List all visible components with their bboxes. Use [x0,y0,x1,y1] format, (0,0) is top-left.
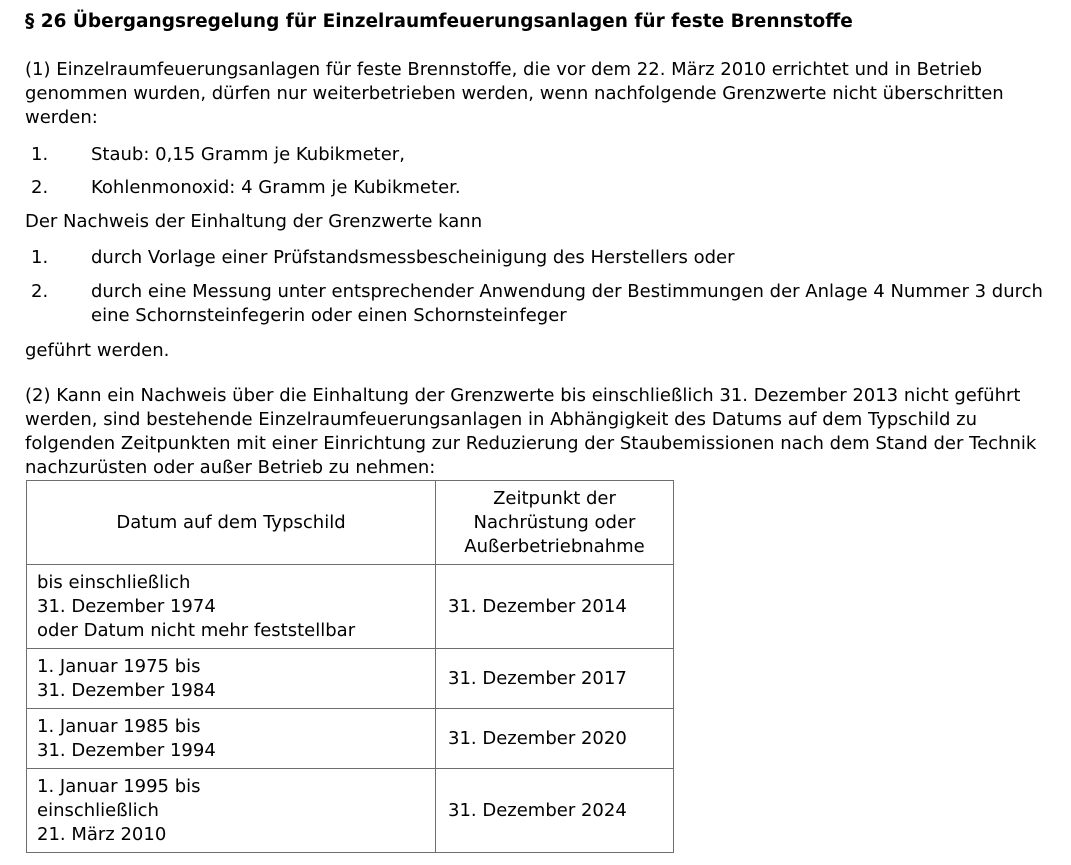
cell-datum: 1. Januar 1975 bis 31. Dezember 1984 [27,649,436,709]
column-header-zeitpunkt: Zeitpunkt der Nachrüstung oder Außerbetriebnahme [436,481,674,565]
cell-zeitpunkt: 31. Dezember 2017 [436,649,674,709]
list-text: durch eine Messung unter entsprechender Anwendung der Bestimmungen der Anlage 4 Nummer 3 durch eine Schornsteinfegerin oder einen Schornsteinfeger [91,281,1043,326]
list-text: Kohlenmonoxid: 4 Gramm je Kubikmeter. [91,177,461,198]
nachweis-intro: Der Nachweis der Einhaltung der Grenzwerte kann [25,211,483,232]
table-row [27,769,674,853]
list-text: durch Vorlage einer Prüfstandsmessbescheinigung des Herstellers oder [91,247,735,268]
section-heading: § 26 Übergangsregelung für Einzelraumfeuerungsanlagen für feste Brennstoffe [25,11,853,32]
paragraph-2-intro: (2) Kann ein Nachweis über die Einhaltung der Grenzwerte bis einschließlich 31. Dezember 2013 nicht geführt werden, sind bestehende Einzelraumfeuerungsanlagen in Abhängigkeit des Datums auf dem Typschild zu folgenden Zeitpunkten mit einer Einrichtung zur Reduzierung der Staubemissionen nach dem Stand der Technik nachzurüsten oder außer Betrieb zu nehmen: [25,385,1037,478]
cell-datum: 1. Januar 1995 bis einschließlich 21. März 2010 [27,769,436,853]
list-number: 1. [31,247,49,268]
list-text: Staub: 0,15 Gramm je Kubikmeter, [91,144,405,165]
cell-zeitpunkt: 31. Dezember 2014 [436,565,674,649]
cell-datum: 1. Januar 1985 bis 31. Dezember 1994 [27,709,436,769]
deadline-table [26,480,674,853]
list-number: 2. [31,177,49,198]
paragraph-1-intro: (1) Einzelraumfeuerungsanlagen für feste Brennstoffe, die vor dem 22. März 2010 errichtet und in Betrieb genommen wurden, dürfen nur weiterbetrieben werden, wenn nachfolgende Grenzwerte nicht überschritten werden: [25,59,1004,128]
table-row [27,709,674,769]
cell-datum: bis einschließlich 31. Dezember 1974 oder Datum nicht mehr feststellbar [27,565,436,649]
table-row [27,649,674,709]
list-number: 1. [31,144,49,165]
cell-zeitpunkt: 31. Dezember 2024 [436,769,674,853]
list-number: 2. [31,281,49,302]
cell-zeitpunkt: 31. Dezember 2020 [436,709,674,769]
column-header-datum: Datum auf dem Typschild [27,481,436,565]
paragraph-1-outro: geführt werden. [25,340,170,361]
table-header-row [27,481,674,565]
table-row [27,565,674,649]
